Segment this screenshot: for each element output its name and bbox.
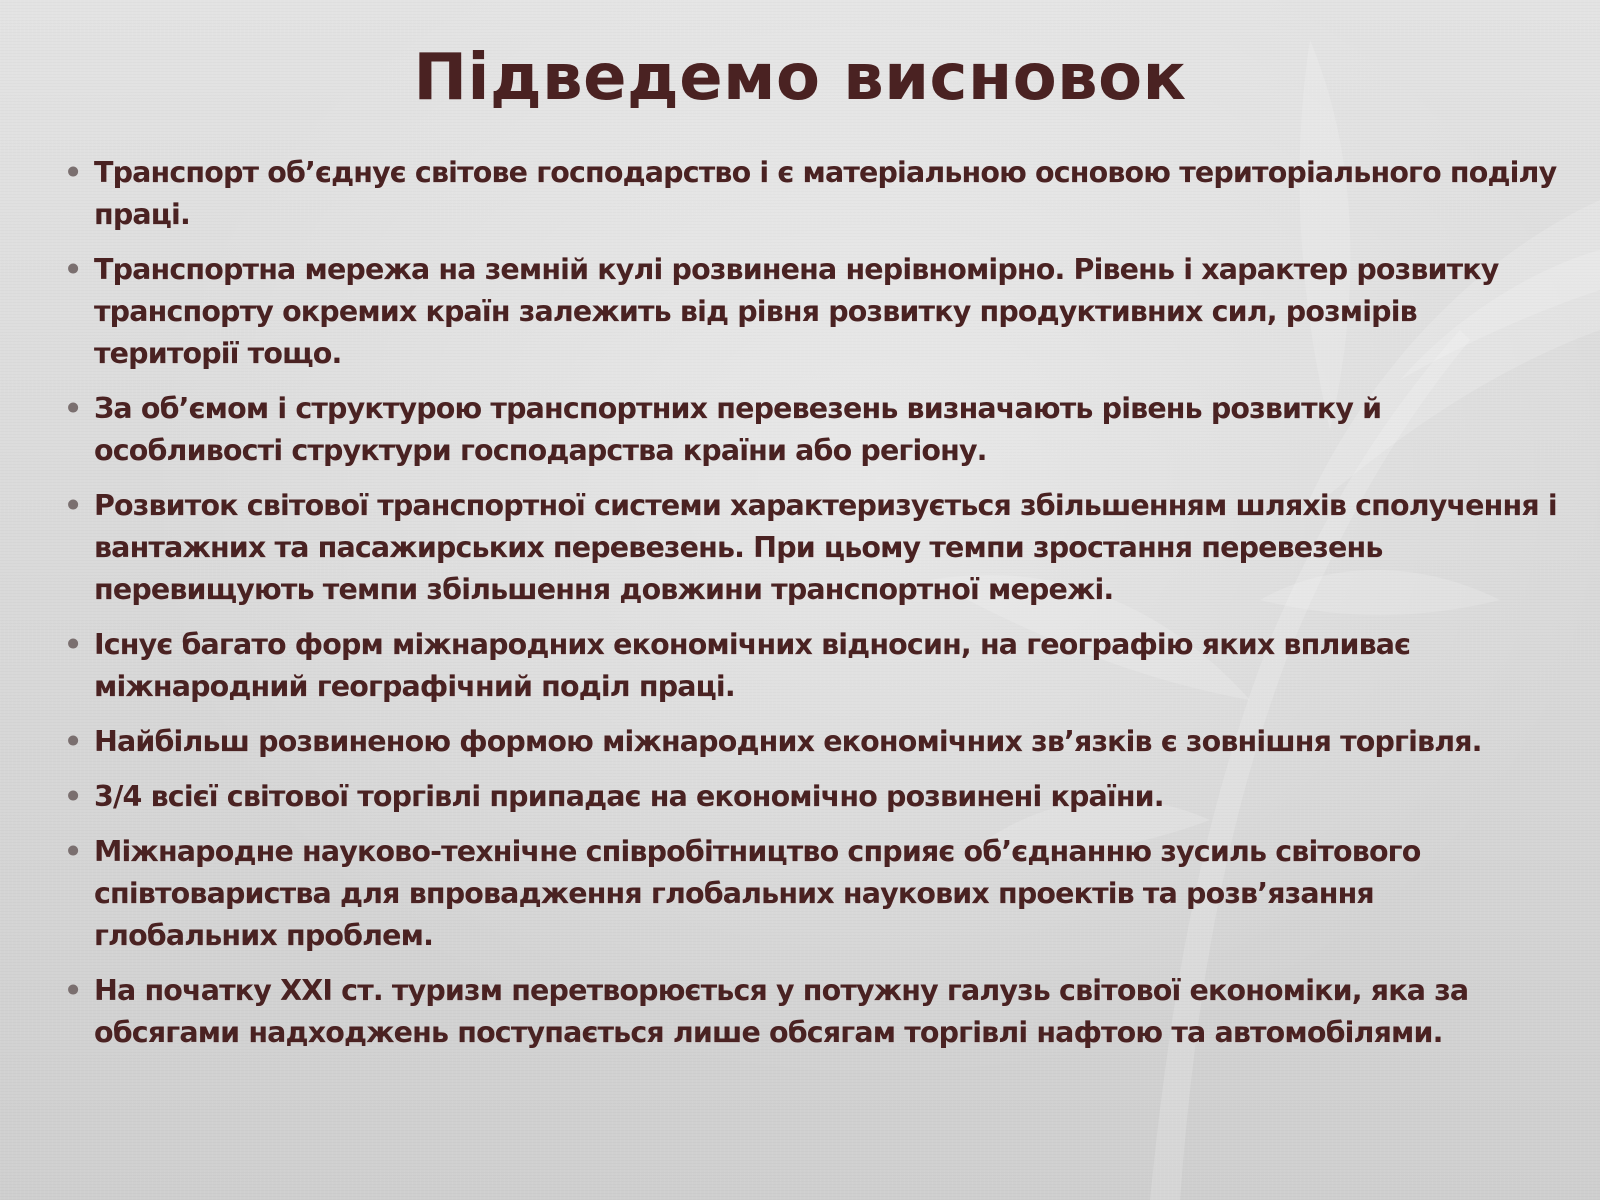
bullet-icon: •	[64, 780, 82, 813]
list-item	[64, 970, 1559, 1054]
list-item	[64, 721, 1559, 763]
list-item	[64, 388, 1559, 472]
bullet-icon: •	[64, 974, 82, 1007]
list-item	[64, 152, 1559, 236]
list-item-text: Міжнародне науково-технічне співробітництво сприяє об’єднанню зусиль світового співтовариства для впровадження глобальних наукових проектів та розв’язання глобальних проблем.	[94, 835, 1421, 952]
list-item-text: 3/4 всієї світової торгівлі припадає на економічно розвинені країни.	[94, 780, 1164, 813]
list-item-text: Транспортна мережа на земній кулі розвинена нерівномірно. Рівень і характер розвитку транспорту окремих країн залежить від рівня розвитку продуктивних сил, розмірів території тощо.	[94, 253, 1499, 370]
bullet-icon: •	[64, 156, 82, 189]
bullet-icon: •	[64, 489, 82, 522]
list-item-text: Розвиток світової транспортної системи характеризується збільшенням шляхів сполучення і вантажних та пасажирських перевезень. При цьому темпи зростання перевезень перевищують темпи збільшення довжини транспортної мережі.	[94, 489, 1557, 606]
list-item	[64, 485, 1559, 611]
bullet-icon: •	[64, 628, 82, 661]
list-item	[64, 624, 1559, 708]
list-item-text: Транспорт об’єднує світове господарство і є матеріальною основою територіального поділу праці.	[94, 156, 1557, 231]
bullet-icon: •	[64, 835, 82, 868]
list-item	[64, 831, 1559, 957]
list-item	[64, 776, 1559, 818]
list-item-text: Існує багато форм міжнародних економічних відносин, на географію яких впливає міжнародний географічний поділ праці.	[94, 628, 1411, 703]
bullet-icon: •	[64, 392, 82, 425]
list-item-text: Найбільш розвиненою формою міжнародних економічних зв’язків є зовнішня торгівля.	[94, 725, 1482, 758]
bullet-icon: •	[64, 253, 82, 286]
list-item	[64, 249, 1559, 375]
list-item-text: За об’ємом і структурою транспортних перевезень визначають рівень розвитку й особливості структури господарства країни або регіону.	[94, 392, 1382, 467]
list-item-text: На початку XXI ст. туризм перетворюється у потужну галузь світової економіки, яка за обсягами надходжень поступається лише обсягам торгівлі нафтою та автомобілями.	[94, 974, 1469, 1049]
bullet-icon: •	[64, 725, 82, 758]
bullet-list	[64, 152, 1559, 1067]
slide-title: Підведемо висновок	[413, 41, 1187, 115]
